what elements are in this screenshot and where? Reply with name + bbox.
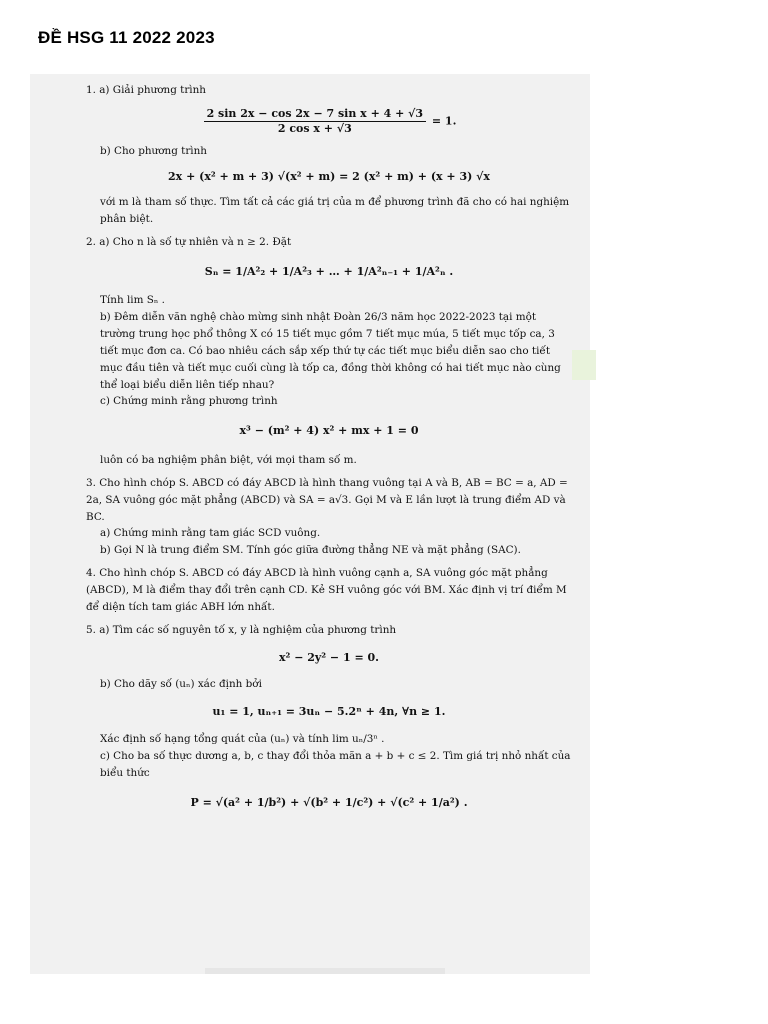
exam-content bbox=[86, 82, 572, 823]
q1-b-text: với m là tham số thực. Tìm tất cả các giá trị của m để phương trình đã cho có hai nghiệm phân biệt. bbox=[100, 196, 570, 225]
q1-a-label: 1. a) Giải phương trình bbox=[86, 84, 206, 96]
q4-text: 4. Cho hình chóp S. ABCD có đáy ABCD là hình vuông cạnh a, SA vuông góc mặt phẳng (ABCD), M là điểm thay đổi trên cạnh CD. Kẻ SH vuông góc với BM. Xác định vị trí điểm M để diện tích tam giác ABH lớn nhất. bbox=[86, 567, 567, 613]
q1-a-equation bbox=[86, 107, 572, 136]
q1-a-fraction bbox=[204, 107, 426, 136]
q2-a-tail: Tính lim Sₙ . bbox=[100, 294, 165, 307]
q1-a-denominator: 2 cos x + √3 bbox=[277, 121, 352, 135]
q5-c-equation: P = √(a² + 1/b²) + √(b² + 1/c²) + √(c² + 1/a²) . bbox=[190, 795, 468, 809]
q2-c-label: c) Chứng minh rằng phương trình bbox=[100, 395, 278, 408]
q5-c-text: c) Cho ba số thực dương a, b, c thay đổi thỏa mãn a + b + c ≤ 2. Tìm giá trị nhỏ nhất của biểu thức bbox=[100, 749, 571, 779]
q2-b-text: b) Đêm diễn văn nghệ chào mừng sinh nhật Đoàn 26/3 năm học 2022-2023 tại một trường trung học phổ thông X có 15 tiết mục gồm 7 tiết mục múa, 5 tiết mục tốp ca, 3 tiết mục đơn ca. Có bao nhiêu cách sắp xếp thứ tự các tiết mục biểu diễn sao cho tiết mục đầu tiên và tiết mục cuối cùng là tốp ca, đồng thời không có hai tiết mục nào cùng thể loại biểu diễn liên tiếp nhau? bbox=[100, 311, 561, 391]
q5-b-label: b) Cho dãy số (uₙ) xác định bởi bbox=[100, 678, 262, 691]
q1-b-label: b) Cho phương trình bbox=[100, 145, 207, 158]
q2-c-text: luôn có ba nghiệm phân biệt, với mọi tham số m. bbox=[100, 454, 357, 467]
q1-a-numerator: 2 sin 2x − cos 2x − 7 sin x + 4 + √3 bbox=[204, 107, 426, 122]
q5-b-text: Xác định số hạng tổng quát của (uₙ) và tính lim uₙ/3ⁿ . bbox=[100, 732, 385, 745]
q1-b-equation: 2x + (x² + m + 3) √(x² + m) = 2 (x² + m) + (x + 3) √x bbox=[168, 170, 490, 184]
page-bottom-strip bbox=[205, 968, 445, 974]
q3-text: 3. Cho hình chóp S. ABCD có đáy ABCD là hình thang vuông tại A và B, AB = BC = a, AD = 2a, SA vuông góc mặt phẳng (ABCD) và SA = a√3. Gọi M và E lần lượt là trung điểm AD và BC. bbox=[86, 476, 568, 523]
q5-a-label: 5. a) Tìm các số nguyên tố x, y là nghiệm của phương trình bbox=[86, 623, 397, 636]
side-tab[interactable] bbox=[572, 350, 596, 380]
q5-a-equation: x² − 2y² − 1 = 0. bbox=[278, 650, 379, 664]
q3-a: a) Chứng minh rằng tam giác SCD vuông. bbox=[100, 527, 321, 540]
q2-a-equation: Sₙ = 1/A²₂ + 1/A²₃ + … + 1/A²ₙ₋₁ + 1/A²ₙ . bbox=[204, 264, 454, 278]
document-title: ĐỀ HSG 11 2022 2023 bbox=[38, 28, 215, 47]
q2-a-label: 2. a) Cho n là số tự nhiên và n ≥ 2. Đặt bbox=[86, 235, 292, 248]
q3-b: b) Gọi N là trung điểm SM. Tính góc giữa đường thẳng NE và mặt phẳng (SAC). bbox=[100, 544, 521, 557]
q1-a-rhs: = 1. bbox=[431, 114, 457, 128]
q5-b-equation: u₁ = 1, uₙ₊₁ = 3uₙ − 5.2ⁿ + 4n, ∀n ≥ 1. bbox=[212, 705, 446, 719]
q2-c-equation: x³ − (m² + 4) x² + mx + 1 = 0 bbox=[239, 424, 419, 438]
